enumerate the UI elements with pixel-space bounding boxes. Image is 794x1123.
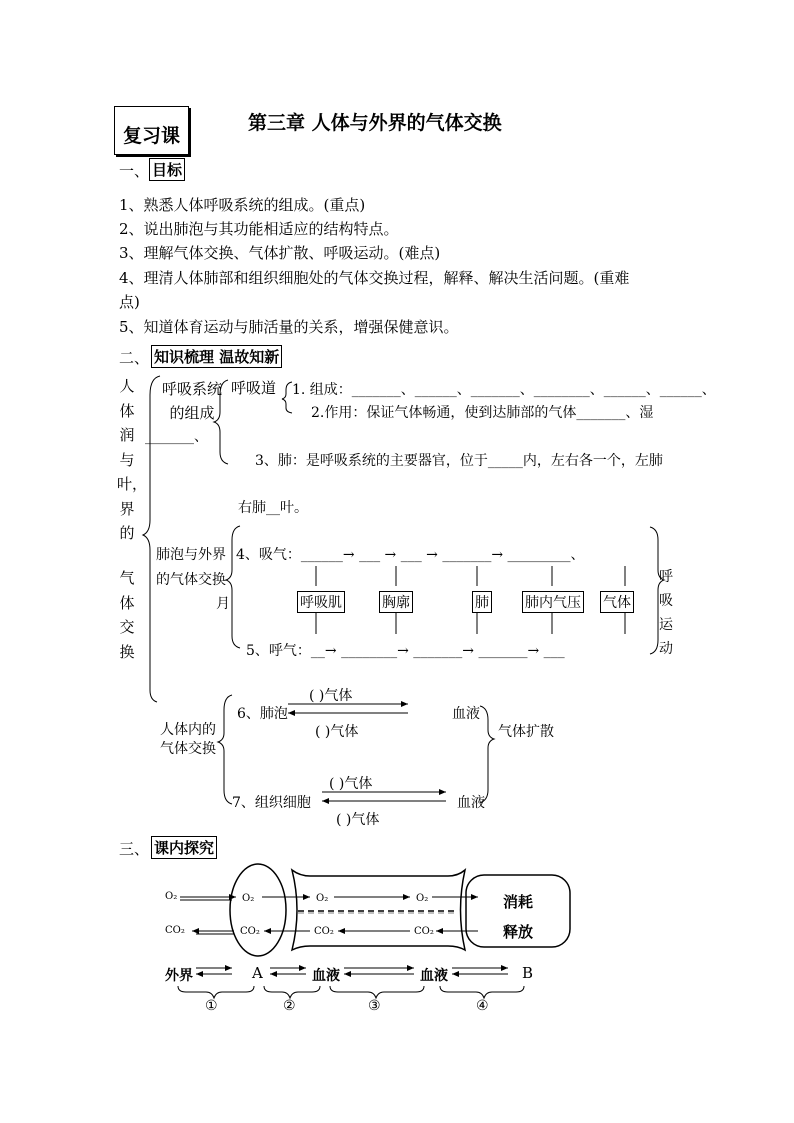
item-7-tissue: 7、组织细胞 — [232, 795, 311, 811]
left-vertical-text-2: 气体交换 — [119, 569, 135, 661]
diffusion-brace — [480, 706, 494, 803]
objective-5: 5、知道体育运动与肺活量的关系，增强保健意识。 — [119, 318, 459, 336]
item-2-function: 2.作用：保证气体畅通，使到达肺部的气体_______、湿 — [311, 405, 654, 421]
blood-6: 血液 — [452, 706, 480, 722]
section3-heading: 课内探究 — [151, 836, 217, 859]
resp-system-brace — [214, 380, 228, 464]
section3-num: 三、 — [119, 840, 150, 858]
objective-2: 2、说出肺泡与其功能相适应的结构特点。 — [119, 220, 399, 238]
diag-co2-alveoli: CO₂ — [240, 926, 260, 937]
item-5-exhale: 5、呼气：__→ ________→ _______→ _______→ ___ — [246, 643, 565, 659]
diag-co2-outside: CO₂ — [165, 925, 185, 936]
box-gas: 气体 — [600, 591, 634, 613]
gas-top-7: ( )气体 — [329, 776, 373, 792]
diag-o2-blood-right: O₂ — [416, 893, 429, 904]
diag-co2-blood-right: CO₂ — [414, 926, 434, 937]
section1-num: 一、 — [119, 162, 150, 180]
section2-heading: 知识梳理 温故知新 — [151, 345, 282, 368]
objective-1: 1、熟悉人体呼吸系统的组成。(重点) — [119, 196, 366, 214]
gas-top-6: ( )气体 — [309, 688, 353, 704]
diag-o2-outside: O₂ — [165, 891, 178, 902]
diag-co2-blood-left: CO₂ — [314, 926, 334, 937]
diag-circle-3: ③ — [368, 998, 381, 1014]
diag-outside: 外界 — [165, 968, 193, 984]
blank-left: _______、 — [145, 429, 208, 445]
item-4-inhale: 4、吸气：______→ ___ → ___ → _______→ _________、 — [236, 547, 585, 563]
diag-consume: 消耗 — [503, 893, 534, 911]
month-label: 月 — [216, 596, 230, 612]
item-3-lung-cont: 右肺__叶。 — [238, 500, 308, 516]
left-vertical-text: 人体润与叶，界的 — [117, 377, 148, 542]
review-badge: 复习课 — [114, 106, 189, 155]
diag-blood-1: 血液 — [312, 968, 340, 984]
diag-release: 释放 — [503, 923, 534, 941]
objective-4-cont: 点) — [119, 293, 140, 311]
alveoli-exchange-label: 肺泡与外界的气体交换 — [156, 547, 226, 588]
resp-system-label: 呼吸系统的组成 — [161, 380, 222, 422]
airway-brace — [282, 382, 292, 413]
diag-circle-1: ① — [205, 998, 218, 1014]
section1-heading: 目标 — [149, 158, 185, 181]
tissue-cell — [466, 875, 570, 947]
blood-7: 血液 — [457, 795, 485, 811]
section2-num: 二、 — [119, 349, 150, 367]
box-lung-pressure: 肺内气压 — [522, 591, 584, 613]
alveolus-shape — [230, 864, 286, 956]
box-resp-muscle: 呼吸肌 — [297, 591, 345, 613]
diag-a: A — [252, 964, 263, 982]
big-left-brace — [143, 376, 160, 702]
airway-label: 呼吸道 — [231, 379, 277, 397]
diag-o2-alveoli: O₂ — [242, 893, 255, 904]
gas-bottom-7: ( )气体 — [336, 812, 380, 828]
item-1-composition: 1. 组成：_______、______、_______、________、______、______、 — [292, 382, 716, 398]
alveoli-exchange-brace — [226, 526, 240, 648]
box-lung: 肺 — [472, 591, 492, 613]
item-3-lung: 3、肺：是呼吸系统的主要器官，位于_____内，左右各一个，左肺 — [255, 453, 663, 469]
objective-4: 4、理清人体肺部和组织细胞处的气体交换过程，解释、解决生活问题。(重难 — [119, 269, 630, 287]
capillary-tube — [292, 870, 465, 950]
item-6-alveoli: 6、肺泡 — [237, 706, 288, 722]
resp-motion-brace — [650, 527, 664, 654]
diag-b: B — [522, 964, 534, 982]
resp-motion-label: 呼吸运动 — [659, 569, 673, 657]
diag-circle-2: ② — [283, 998, 296, 1014]
diffusion-label: 气体扩散 — [498, 724, 554, 740]
diag-o2-blood-left: O₂ — [316, 893, 329, 904]
diag-circle-4: ④ — [476, 998, 489, 1014]
box-thorax: 胸廓 — [379, 591, 413, 613]
diag-blood-2: 血液 — [420, 968, 448, 984]
gas-bottom-6: ( )气体 — [315, 724, 359, 740]
objective-3: 3、理解气体交换、气体扩散、呼吸运动。(难点) — [119, 244, 441, 262]
page-title: 第三章 人体与外界的气体交换 — [248, 112, 502, 134]
body-exchange-label: 人体内的气体交换 — [160, 722, 216, 757]
body-exchange-brace — [218, 695, 232, 804]
